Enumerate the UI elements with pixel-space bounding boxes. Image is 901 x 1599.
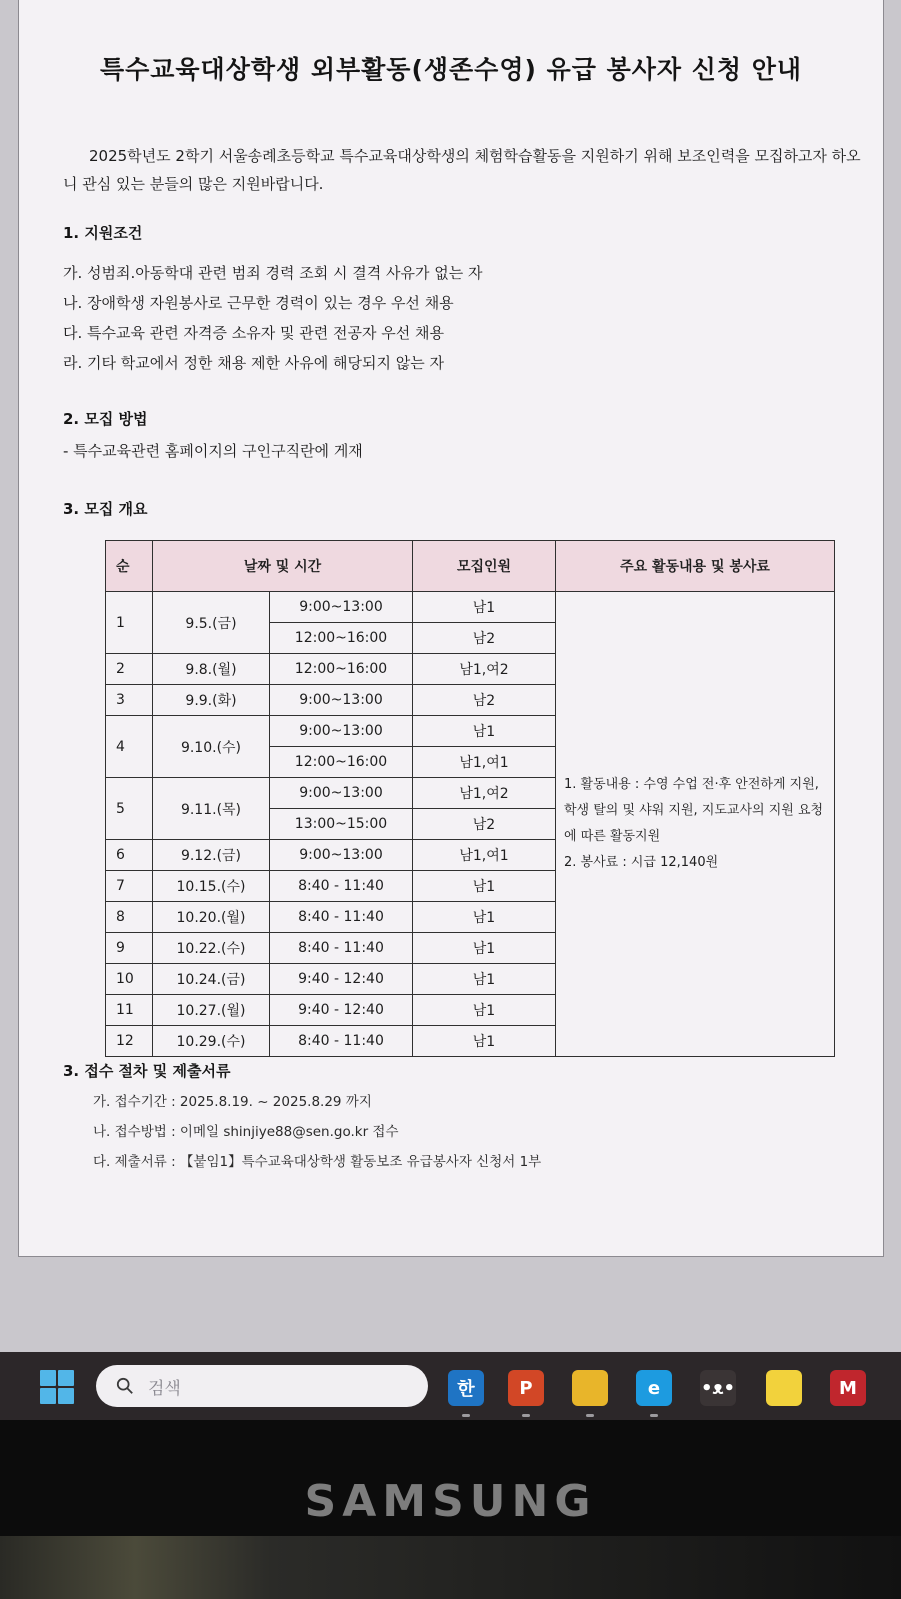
row-time: 9:00~13:00 <box>270 840 413 871</box>
row-date: 9.5.(금) <box>153 592 270 654</box>
method-item: - 특수교육관련 홈페이지의 구인구직란에 게재 <box>63 442 363 460</box>
row-people: 남1 <box>413 902 556 933</box>
condition-item: 라. 기타 학교에서 정한 채용 제한 사유에 해당되지 않는 자 <box>63 354 444 372</box>
document-page <box>18 0 884 1257</box>
row-date: 9.12.(금) <box>153 840 270 871</box>
row-time: 9:00~13:00 <box>270 592 413 623</box>
section-heading-method: 2. 모집 방법 <box>63 410 148 428</box>
running-indicator <box>462 1414 470 1417</box>
row-time: 9:40 - 12:40 <box>270 964 413 995</box>
condition-item: 나. 장애학생 자원봉사로 근무한 경력이 있는 경우 우선 채용 <box>63 294 454 312</box>
row-people: 남2 <box>413 809 556 840</box>
search-icon <box>116 1377 134 1395</box>
row-time: 8:40 - 11:40 <box>270 1026 413 1057</box>
recruitment-table <box>105 540 835 1057</box>
row-number: 1 <box>106 592 153 654</box>
windows-start-icon[interactable] <box>40 1370 74 1404</box>
row-time: 8:40 - 11:40 <box>270 871 413 902</box>
row-time: 13:00~15:00 <box>270 809 413 840</box>
condition-item: 가. 성범죄.아동학대 관련 범죄 경력 조회 시 결격 사유가 없는 자 <box>63 264 483 282</box>
taskbar-search-box[interactable] <box>96 1365 428 1407</box>
row-date: 9.8.(월) <box>153 654 270 685</box>
row-time: 8:40 - 11:40 <box>270 902 413 933</box>
row-number: 9 <box>106 933 153 964</box>
row-people: 남1 <box>413 995 556 1026</box>
row-date: 10.15.(수) <box>153 871 270 902</box>
activity-line: 1. 활동내용 : 수영 수업 전·후 안전하게 지원, 학생 탈의 및 샤워 지원, 지도교사의 지원 요청에 따른 활동지원 <box>564 777 824 844</box>
application-item: 나. 접수방법 : 이메일 shinjiye88@sen.go.kr 접수 <box>93 1124 399 1140</box>
powerpoint-app-icon[interactable]: P <box>508 1370 544 1406</box>
section-heading-overview: 3. 모집 개요 <box>63 500 148 518</box>
row-time: 12:00~16:00 <box>270 654 413 685</box>
row-people: 남2 <box>413 623 556 654</box>
file-explorer-app-icon[interactable] <box>572 1370 608 1406</box>
mcafee-app-icon[interactable]: M <box>830 1370 866 1406</box>
edge-app-icon[interactable]: e <box>636 1370 672 1406</box>
row-number: 5 <box>106 778 153 840</box>
section-heading-conditions: 1. 지원조건 <box>63 224 143 242</box>
row-date: 10.24.(금) <box>153 964 270 995</box>
condition-item: 다. 특수교육 관련 자격증 소유자 및 관련 전공자 우선 채용 <box>63 324 444 342</box>
row-time: 12:00~16:00 <box>270 623 413 654</box>
intro-paragraph: 2025학년도 2학기 서울송례초등학교 특수교육대상학생의 체험학습활동을 지원하기 위해 보조인력을 모집하고자 하오니 관심 있는 분들의 많은 지원바랍니다. <box>63 147 861 193</box>
row-number: 11 <box>106 995 153 1026</box>
row-date: 9.10.(수) <box>153 716 270 778</box>
row-people: 남1 <box>413 1026 556 1057</box>
row-people: 남1,여1 <box>413 840 556 871</box>
running-indicator <box>586 1414 594 1417</box>
table-header-row <box>106 541 835 592</box>
activity-line: 2. 봉사료 : 시급 12,140원 <box>564 855 719 870</box>
row-time: 9:00~13:00 <box>270 716 413 747</box>
row-number: 12 <box>106 1026 153 1057</box>
row-number: 8 <box>106 902 153 933</box>
row-time: 8:40 - 11:40 <box>270 933 413 964</box>
sticky-notes-app-icon[interactable] <box>766 1370 802 1406</box>
row-date: 10.22.(수) <box>153 933 270 964</box>
header-people: 모집인원 <box>413 541 556 592</box>
row-date: 10.20.(월) <box>153 902 270 933</box>
row-people: 남1 <box>413 871 556 902</box>
desk-surface <box>0 1536 901 1599</box>
row-number: 2 <box>106 654 153 685</box>
header-activity: 주요 활동내용 및 봉사료 <box>556 541 835 592</box>
hangul-app-icon[interactable]: 한 <box>448 1370 484 1406</box>
running-indicator <box>522 1414 530 1417</box>
row-time: 9:00~13:00 <box>270 685 413 716</box>
running-indicator <box>650 1414 658 1417</box>
taskbar <box>0 1352 901 1420</box>
row-number: 6 <box>106 840 153 871</box>
document-title: 특수교육대상학생 외부활동(생존수영) 유급 봉사자 신청 안내 <box>99 55 803 84</box>
search-placeholder: 검색 <box>148 1378 181 1399</box>
row-time: 9:40 - 12:40 <box>270 995 413 1026</box>
application-item: 가. 접수기간 : 2025.8.19. ~ 2025.8.29 까지 <box>93 1094 372 1110</box>
kakaotalk-app-icon[interactable]: •ᴥ• <box>700 1370 736 1406</box>
monitor-brand-logo: SAMSUNG <box>304 1476 597 1527</box>
row-time: 12:00~16:00 <box>270 747 413 778</box>
header-datetime: 날짜 및 시간 <box>153 541 413 592</box>
row-people: 남1,여2 <box>413 654 556 685</box>
table-row <box>106 592 835 623</box>
application-item: 다. 제출서류 : 【붙임1】특수교육대상학생 활동보조 유급봉사자 신청서 1부 <box>93 1154 542 1170</box>
row-number: 4 <box>106 716 153 778</box>
header-no: 순 <box>106 541 153 592</box>
row-people: 남1 <box>413 933 556 964</box>
row-number: 3 <box>106 685 153 716</box>
row-people: 남1,여2 <box>413 778 556 809</box>
row-date: 9.11.(목) <box>153 778 270 840</box>
row-people: 남1 <box>413 716 556 747</box>
activity-description <box>556 592 835 1057</box>
row-number: 7 <box>106 871 153 902</box>
row-number: 10 <box>106 964 153 995</box>
row-people: 남1,여1 <box>413 747 556 778</box>
row-people: 남1 <box>413 592 556 623</box>
row-people: 남1 <box>413 964 556 995</box>
section-heading-application: 3. 접수 절차 및 제출서류 <box>63 1062 231 1080</box>
row-date: 10.27.(월) <box>153 995 270 1026</box>
row-people: 남2 <box>413 685 556 716</box>
row-date: 10.29.(수) <box>153 1026 270 1057</box>
row-date: 9.9.(화) <box>153 685 270 716</box>
row-time: 9:00~13:00 <box>270 778 413 809</box>
